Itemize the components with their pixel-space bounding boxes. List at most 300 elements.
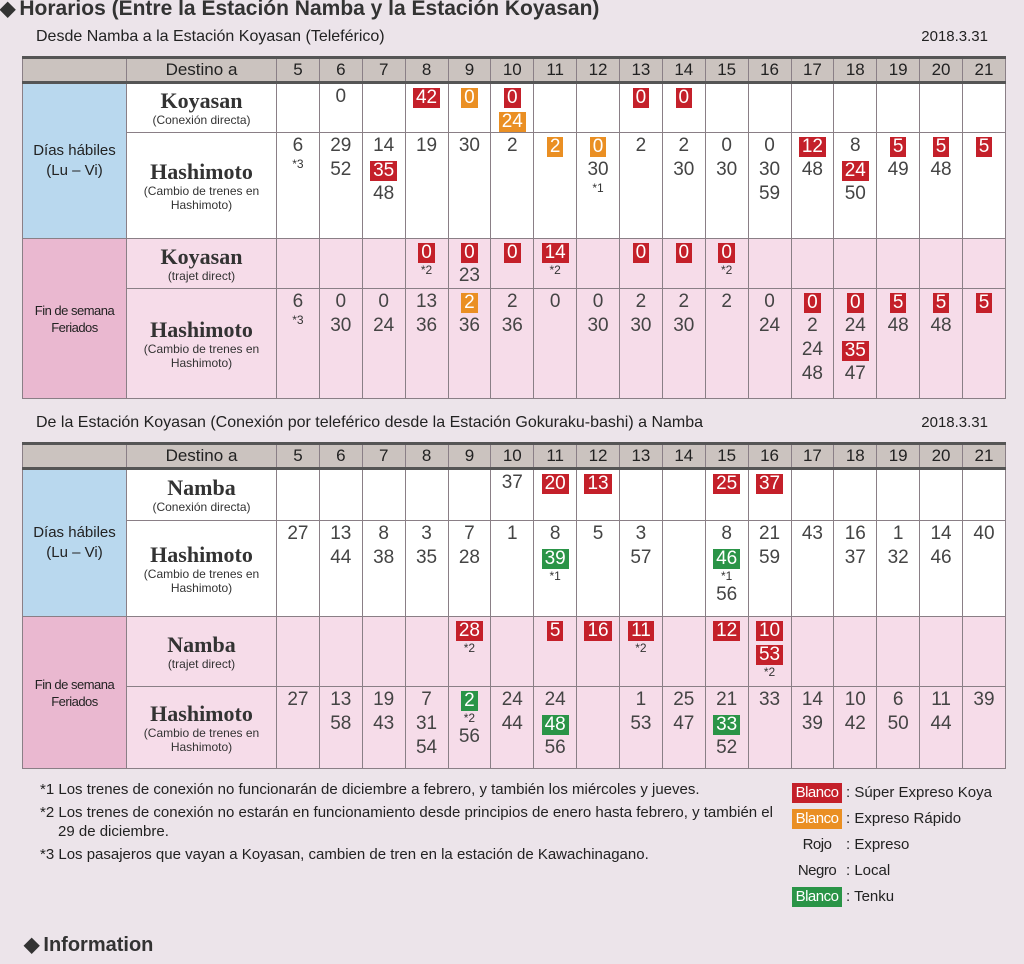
destination-subtitle: (Cambio de trenes en Hashimoto) bbox=[143, 183, 260, 212]
time-cell bbox=[319, 687, 362, 769]
departure-minute: 30 bbox=[458, 135, 480, 156]
hour-header: 19 bbox=[877, 58, 920, 83]
time-cell bbox=[362, 469, 405, 521]
time-cell bbox=[748, 521, 791, 617]
destination-name: Namba bbox=[167, 475, 236, 500]
time-cell bbox=[448, 521, 491, 617]
departure-minute: 6 bbox=[892, 689, 904, 710]
time-cell bbox=[834, 687, 877, 769]
time-cell bbox=[748, 687, 791, 769]
weekend-group-label: Fin de semana Feriados bbox=[23, 617, 127, 769]
time-cell bbox=[920, 83, 963, 133]
departure-minute-badge: 12 bbox=[799, 137, 826, 157]
destination-cell bbox=[127, 133, 277, 239]
departure-minute: 24 bbox=[544, 689, 566, 710]
time-cell bbox=[920, 289, 963, 399]
time-cell bbox=[577, 617, 620, 687]
departure-minute: 24 bbox=[801, 339, 823, 360]
departure-minute-badge: 25 bbox=[713, 474, 740, 494]
departure-minute-badge: 0 bbox=[633, 243, 650, 263]
timetable-row bbox=[23, 521, 1006, 617]
departure-minute: 43 bbox=[801, 523, 823, 544]
time-cell bbox=[362, 133, 405, 239]
time-cell bbox=[834, 239, 877, 289]
departure-minute-badge: 20 bbox=[542, 474, 569, 494]
time-cell bbox=[877, 289, 920, 399]
destination-name: Namba bbox=[167, 631, 236, 657]
time-cell bbox=[662, 133, 705, 239]
time-cell bbox=[277, 133, 320, 239]
destination-name: Hashimoto bbox=[150, 316, 253, 342]
departure-minute: 30 bbox=[673, 159, 695, 180]
time-cell bbox=[748, 289, 791, 399]
time-cell bbox=[877, 521, 920, 617]
time-cell bbox=[277, 617, 320, 687]
departure-minute: 3 bbox=[421, 523, 432, 544]
weekday-group-label: Días hábiles (Lu – Vi) bbox=[23, 469, 127, 617]
departure-minute: 21 bbox=[716, 689, 738, 710]
time-cell bbox=[834, 469, 877, 521]
time-cell bbox=[448, 83, 491, 133]
departure-minute-badge: 5 bbox=[890, 137, 907, 157]
time-cell bbox=[662, 83, 705, 133]
departure-minute: 52 bbox=[716, 737, 738, 758]
departure-minute: 6 bbox=[292, 291, 304, 312]
table2-subtitle: De la Estación Koyasan (Conexión por teleférico desde la Estación Gokuraku-bashi) a Namba bbox=[36, 414, 704, 431]
departure-minute-badge: 0 bbox=[847, 293, 864, 313]
destination-cell bbox=[127, 289, 277, 399]
time-cell bbox=[362, 521, 405, 617]
footnote-marker: *2 bbox=[721, 263, 733, 277]
time-cell bbox=[491, 521, 534, 617]
time-cell bbox=[448, 687, 491, 769]
destination-header: Destino a bbox=[127, 58, 277, 83]
time-cell bbox=[920, 521, 963, 617]
time-cell bbox=[662, 289, 705, 399]
time-cell bbox=[705, 687, 748, 769]
departure-minute: 30 bbox=[330, 315, 352, 336]
footnote-marker: *2 bbox=[420, 263, 433, 277]
time-cell bbox=[791, 239, 834, 289]
departure-minute: 30 bbox=[758, 159, 781, 180]
time-cell bbox=[405, 83, 448, 133]
time-cell bbox=[662, 687, 705, 769]
departure-minute: 5 bbox=[592, 523, 604, 544]
departure-minute: 54 bbox=[415, 737, 438, 758]
hour-header: 21 bbox=[963, 58, 1006, 83]
footnote-marker: *2 bbox=[549, 263, 561, 277]
time-cell bbox=[620, 83, 663, 133]
time-cell bbox=[319, 133, 362, 239]
hour-header: 15 bbox=[705, 444, 748, 469]
footnotes bbox=[40, 780, 780, 868]
time-cell bbox=[491, 687, 534, 769]
footnote-1: *1 Los trenes de conexión no funcionarán de diciembre a febrero, y también los miércoles y jueves. bbox=[40, 781, 700, 798]
departure-minute: 2 bbox=[721, 291, 732, 312]
destination-cell bbox=[127, 687, 277, 769]
time-cell bbox=[620, 289, 663, 399]
departure-minute: 48 bbox=[801, 363, 823, 384]
departure-minute-badge: 42 bbox=[413, 88, 440, 108]
departure-minute: 43 bbox=[373, 713, 395, 734]
departure-minute: 0 bbox=[335, 291, 347, 312]
time-cell bbox=[534, 83, 577, 133]
legend-item bbox=[792, 780, 992, 806]
departure-minute: 24 bbox=[758, 315, 781, 336]
departure-minute: 2 bbox=[678, 291, 690, 312]
departure-minute: 7 bbox=[421, 689, 432, 710]
time-cell bbox=[362, 617, 405, 687]
time-cell bbox=[963, 521, 1006, 617]
diamond-icon: ◆ bbox=[0, 0, 16, 20]
time-cell bbox=[319, 83, 362, 133]
time-cell bbox=[534, 289, 577, 399]
time-cell bbox=[877, 239, 920, 289]
departure-minute: 38 bbox=[373, 547, 395, 568]
time-cell bbox=[963, 239, 1006, 289]
departure-minute: 0 bbox=[378, 291, 389, 312]
departure-minute: 48 bbox=[930, 159, 952, 180]
departure-minute: 48 bbox=[887, 315, 909, 336]
departure-minute: 30 bbox=[587, 315, 609, 336]
time-cell bbox=[577, 469, 620, 521]
time-cell bbox=[963, 133, 1006, 239]
hour-header: 11 bbox=[534, 444, 577, 469]
departure-minute: 44 bbox=[501, 713, 523, 734]
time-cell bbox=[834, 83, 877, 133]
departure-minute: 50 bbox=[887, 713, 909, 734]
departure-minute: 33 bbox=[758, 689, 781, 710]
departure-minute: 59 bbox=[758, 183, 781, 204]
departure-minute-badge: 53 bbox=[756, 645, 783, 665]
time-cell bbox=[748, 617, 791, 687]
information-label: Information bbox=[43, 934, 154, 956]
time-cell bbox=[448, 617, 491, 687]
time-cell bbox=[748, 239, 791, 289]
time-cell bbox=[319, 617, 362, 687]
departure-minute: 36 bbox=[501, 315, 523, 336]
time-cell bbox=[662, 239, 705, 289]
time-cell bbox=[405, 521, 448, 617]
diamond-icon: ◆ bbox=[24, 934, 40, 956]
destination-subtitle: (Cambio de trenes en Hashimoto) bbox=[143, 341, 260, 370]
departure-minute-badge: 0 bbox=[504, 88, 521, 108]
departure-minute-badge: 0 bbox=[590, 137, 607, 157]
time-cell bbox=[963, 687, 1006, 769]
departure-minute: 37 bbox=[844, 547, 866, 568]
departure-minute: 47 bbox=[673, 713, 695, 734]
hour-header: 10 bbox=[491, 444, 534, 469]
time-cell bbox=[662, 469, 705, 521]
departure-minute-badge: 5 bbox=[547, 621, 564, 641]
time-cell bbox=[834, 617, 877, 687]
departure-minute: 59 bbox=[758, 547, 781, 568]
departure-minute: 10 bbox=[844, 689, 866, 710]
departure-minute: 14 bbox=[801, 689, 823, 710]
departure-minute-badge: 0 bbox=[504, 243, 521, 263]
hour-header: 8 bbox=[405, 58, 448, 83]
table1-date: 2018.3.31 bbox=[921, 28, 988, 45]
departure-minute-badge: 13 bbox=[584, 474, 611, 494]
departure-minute: 19 bbox=[415, 135, 438, 156]
destination-name: Koyasan bbox=[160, 243, 243, 269]
timetable-row bbox=[23, 687, 1006, 769]
time-cell bbox=[791, 133, 834, 239]
time-cell bbox=[534, 617, 577, 687]
time-cell bbox=[620, 469, 663, 521]
time-cell bbox=[877, 133, 920, 239]
time-cell bbox=[705, 469, 748, 521]
time-cell bbox=[748, 133, 791, 239]
departure-minute: 14 bbox=[373, 135, 395, 156]
timetable-row bbox=[23, 289, 1006, 399]
hour-header: 9 bbox=[448, 444, 491, 469]
time-cell bbox=[963, 469, 1006, 521]
departure-minute-badge: 0 bbox=[633, 88, 650, 108]
time-cell bbox=[362, 83, 405, 133]
time-cell bbox=[577, 687, 620, 769]
time-cell bbox=[491, 469, 534, 521]
hour-header: 12 bbox=[577, 58, 620, 83]
departure-minute-badge: 24 bbox=[499, 112, 526, 132]
departure-minute: 40 bbox=[973, 523, 995, 544]
departure-minute: 2 bbox=[807, 315, 818, 336]
time-cell bbox=[963, 617, 1006, 687]
footnote-marker: *3 bbox=[292, 157, 304, 171]
departure-minute: 23 bbox=[458, 265, 480, 286]
departure-minute: 56 bbox=[458, 726, 480, 747]
destination-cell bbox=[127, 617, 277, 687]
departure-minute: 25 bbox=[673, 689, 695, 710]
time-cell bbox=[834, 521, 877, 617]
time-cell bbox=[491, 617, 534, 687]
time-cell bbox=[277, 83, 320, 133]
time-cell bbox=[577, 239, 620, 289]
departure-minute: 48 bbox=[373, 183, 395, 204]
departure-minute: 48 bbox=[930, 315, 952, 336]
legend-label: : Local bbox=[846, 862, 891, 879]
time-cell bbox=[319, 521, 362, 617]
time-cell bbox=[491, 83, 534, 133]
departure-minute: 57 bbox=[630, 547, 652, 568]
departure-minute-badge: 46 bbox=[713, 549, 740, 569]
departure-minute-badge: 11 bbox=[628, 621, 654, 641]
time-cell bbox=[620, 617, 663, 687]
time-cell bbox=[620, 239, 663, 289]
departure-minute-badge: 16 bbox=[584, 621, 611, 641]
departure-minute-badge: 48 bbox=[542, 715, 569, 735]
departure-minute: 44 bbox=[930, 713, 952, 734]
time-cell bbox=[448, 469, 491, 521]
time-cell bbox=[920, 617, 963, 687]
hour-header: 17 bbox=[791, 58, 834, 83]
table2-date: 2018.3.31 bbox=[921, 414, 988, 431]
departure-minute-badge: 33 bbox=[713, 715, 740, 735]
departure-minute: 49 bbox=[887, 159, 909, 180]
departure-minute: 56 bbox=[544, 737, 566, 758]
timetable-row bbox=[23, 83, 1006, 133]
departure-minute-badge: 0 bbox=[718, 243, 735, 263]
footnote-3: *3 Los pasajeros que vayan a Koyasan, cambien de tren en la estación de Kawachinagano. bbox=[40, 846, 649, 863]
destination-name: Hashimoto bbox=[150, 158, 253, 184]
time-cell bbox=[963, 289, 1006, 399]
departure-minute-badge: 12 bbox=[713, 621, 740, 641]
time-cell bbox=[920, 239, 963, 289]
time-cell bbox=[319, 239, 362, 289]
departure-minute: 46 bbox=[930, 547, 952, 568]
departure-minute: 36 bbox=[458, 315, 480, 336]
time-cell bbox=[920, 469, 963, 521]
legend-swatch: Rojo bbox=[802, 836, 832, 853]
time-cell bbox=[534, 469, 577, 521]
hour-header: 21 bbox=[963, 444, 1006, 469]
time-cell bbox=[705, 133, 748, 239]
hour-header: 10 bbox=[491, 58, 534, 83]
departure-minute: 0 bbox=[764, 291, 775, 312]
time-cell bbox=[405, 617, 448, 687]
legend bbox=[792, 780, 992, 910]
departure-minute: 16 bbox=[844, 523, 866, 544]
hour-header: 6 bbox=[319, 444, 362, 469]
hour-header: 14 bbox=[662, 444, 705, 469]
hour-header: 13 bbox=[620, 444, 663, 469]
departure-minute: 6 bbox=[292, 135, 304, 156]
header-row bbox=[23, 58, 1006, 83]
departure-minute: 14 bbox=[930, 523, 952, 544]
departure-minute: 29 bbox=[330, 135, 352, 156]
destination-subtitle: (trajet direct) bbox=[167, 268, 236, 283]
timetable-row bbox=[23, 469, 1006, 521]
departure-minute: 56 bbox=[716, 584, 738, 605]
time-cell bbox=[405, 289, 448, 399]
footnote-marker: *1 bbox=[721, 569, 733, 583]
hour-header: 20 bbox=[920, 58, 963, 83]
departure-minute: 39 bbox=[801, 713, 823, 734]
time-cell bbox=[877, 83, 920, 133]
footnote-marker: *2 bbox=[463, 711, 476, 725]
weekday-group-label: Días hábiles (Lu – Vi) bbox=[23, 83, 127, 239]
footnote-marker: *1 bbox=[592, 181, 604, 195]
time-cell bbox=[448, 133, 491, 239]
timetable-namba-to-koyasan bbox=[22, 56, 1006, 399]
departure-minute-badge: 0 bbox=[418, 243, 435, 263]
departure-minute: 0 bbox=[764, 135, 775, 156]
time-cell bbox=[920, 687, 963, 769]
hour-header: 11 bbox=[534, 58, 577, 83]
legend-item bbox=[792, 806, 992, 832]
departure-minute: 2 bbox=[635, 135, 647, 156]
legend-label: : Tenku bbox=[846, 888, 895, 905]
departure-minute-badge: 0 bbox=[461, 243, 478, 263]
departure-minute: 8 bbox=[721, 523, 732, 544]
departure-minute: 36 bbox=[415, 315, 438, 336]
departure-minute: 27 bbox=[287, 523, 309, 544]
time-cell bbox=[491, 239, 534, 289]
time-cell bbox=[277, 469, 320, 521]
departure-minute-badge: 0 bbox=[676, 243, 693, 263]
time-cell bbox=[577, 83, 620, 133]
time-cell bbox=[834, 133, 877, 239]
legend-item bbox=[792, 884, 992, 910]
time-cell bbox=[362, 687, 405, 769]
departure-minute: 37 bbox=[501, 472, 523, 493]
departure-minute-badge: 2 bbox=[547, 137, 564, 157]
departure-minute: 28 bbox=[458, 547, 480, 568]
time-cell bbox=[534, 239, 577, 289]
hour-header: 16 bbox=[748, 58, 791, 83]
departure-minute: 8 bbox=[378, 523, 389, 544]
time-cell bbox=[277, 521, 320, 617]
departure-minute: 2 bbox=[507, 291, 518, 312]
legend-label: : Súper Expreso Koya bbox=[846, 784, 992, 801]
departure-minute: 13 bbox=[415, 291, 438, 312]
departure-minute: 7 bbox=[464, 523, 475, 544]
time-cell bbox=[577, 521, 620, 617]
departure-minute: 1 bbox=[892, 523, 904, 544]
time-cell bbox=[620, 521, 663, 617]
table1-subtitle: Desde Namba a la Estación Koyasan (Teleférico) bbox=[36, 28, 385, 45]
departure-minute: 32 bbox=[887, 547, 909, 568]
legend-swatch: Negro bbox=[797, 862, 837, 879]
destination-cell bbox=[127, 239, 277, 289]
time-cell bbox=[748, 469, 791, 521]
time-cell bbox=[491, 133, 534, 239]
time-cell bbox=[748, 83, 791, 133]
time-cell bbox=[277, 289, 320, 399]
footnote-marker: *2 bbox=[763, 665, 776, 679]
departure-minute: 44 bbox=[330, 547, 352, 568]
departure-minute: 30 bbox=[673, 315, 695, 336]
legend-item bbox=[792, 832, 992, 858]
time-cell bbox=[791, 83, 834, 133]
header-row bbox=[23, 444, 1006, 469]
hour-header: 7 bbox=[362, 444, 405, 469]
departure-minute: 30 bbox=[716, 159, 738, 180]
destination-cell bbox=[127, 469, 277, 521]
hour-header: 20 bbox=[920, 444, 963, 469]
weekend-group-label: Fin de semana Feriados bbox=[23, 239, 127, 399]
departure-minute: 1 bbox=[635, 689, 647, 710]
departure-minute-badge: 14 bbox=[542, 243, 569, 263]
time-cell bbox=[405, 239, 448, 289]
departure-minute: 21 bbox=[758, 523, 781, 544]
departure-minute: 27 bbox=[287, 689, 309, 710]
departure-minute: 30 bbox=[630, 315, 652, 336]
time-cell bbox=[491, 289, 534, 399]
hour-header: 7 bbox=[362, 58, 405, 83]
departure-minute: 47 bbox=[844, 363, 866, 384]
time-cell bbox=[620, 687, 663, 769]
departure-minute: 30 bbox=[587, 159, 609, 180]
time-cell bbox=[662, 617, 705, 687]
time-cell bbox=[963, 83, 1006, 133]
time-cell bbox=[534, 521, 577, 617]
departure-minute-badge: 24 bbox=[842, 161, 869, 181]
time-cell bbox=[877, 687, 920, 769]
timetable-koyasan-to-namba bbox=[22, 442, 1006, 769]
timetable-row bbox=[23, 133, 1006, 239]
hour-header: 16 bbox=[748, 444, 791, 469]
footnote-marker: *3 bbox=[292, 313, 304, 327]
departure-minute: 53 bbox=[630, 713, 652, 734]
footnote-marker: *1 bbox=[549, 569, 561, 583]
hour-header: 18 bbox=[834, 58, 877, 83]
departure-minute: 35 bbox=[415, 547, 438, 568]
departure-minute-badge: 0 bbox=[676, 88, 693, 108]
time-cell bbox=[277, 687, 320, 769]
departure-minute-badge: 5 bbox=[976, 293, 993, 313]
departure-minute: 0 bbox=[335, 86, 347, 107]
